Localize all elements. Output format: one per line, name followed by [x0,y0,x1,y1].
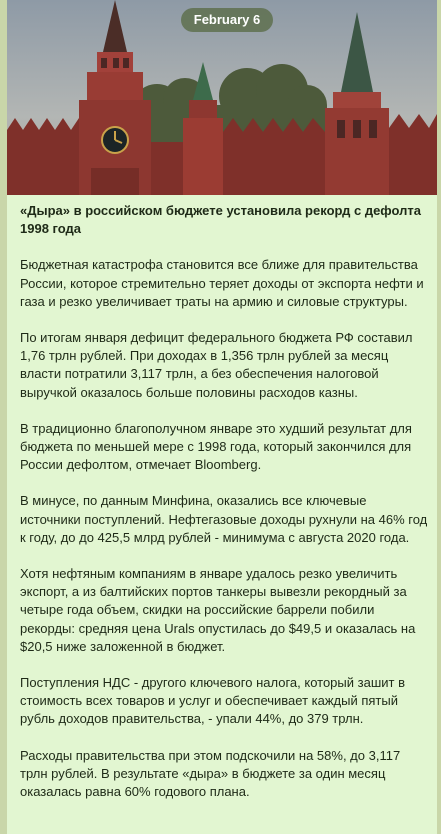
message-bubble [7,0,437,834]
date-badge: February 6 [181,8,273,32]
paragraph-6: Поступления НДС - другого ключевого налога, который зашит в стоимость всех товаров и услуг и обеспечивает каждый пятый рубль доходов правительства, - упали 44%, до 379 трлн. [20,675,405,727]
message-title: «Дыра» в российском бюджете установила рекорд с дефолта 1998 года [20,203,421,237]
paragraph-2: По итогам января дефицит федерального бюджета РФ составил 1,76 трлн рублей. При доходах в 1,356 трлн рублей за месяц власти потратили 3,117 трлн, а без обеспечения налоговой выручкой оказалось больше половины расходов казны. [20,330,413,400]
paragraph-3: В традиционно благополучном январе это худший результат для бюджета по меньшей мере с 1998 года, который закончился для России дефолтом, отмечает Bloomberg. [20,420,412,473]
message-text [20,202,430,801]
paragraph-1: Бюджетная катастрофа становится все ближе для правительства России, которое стремительно теряет доходы от экспорта нефти и газа и резко увеличивает траты на армию и силовые структуры. [20,257,424,309]
paragraph-7: Расходы правительства при этом подскочили на 58%, до 3,117 трлн рублей. В результате «дыра» в бюджете за один месяц оказалась равна 60% годового плана. [20,747,401,800]
paragraph-4: В минусе, по данным Минфина, оказались все ключевые источники поступлений. Нефтегазовые доходы рухнули на 46% год к году, до до 425,5 млрд рублей - минимума с августа 2020 года. [20,493,428,545]
paragraph-5: Хотя нефтяным компаниям в январе удалось резко увеличить экспорт, а из балтийских портов танкеры вывезли рекордный за четыре года объем, скидки на российские баррели побили рекорды: средняя цена Urals опустилась до $49,5 и оказалась на $20,5 ниже заложенной в бюджет. [20,566,416,654]
